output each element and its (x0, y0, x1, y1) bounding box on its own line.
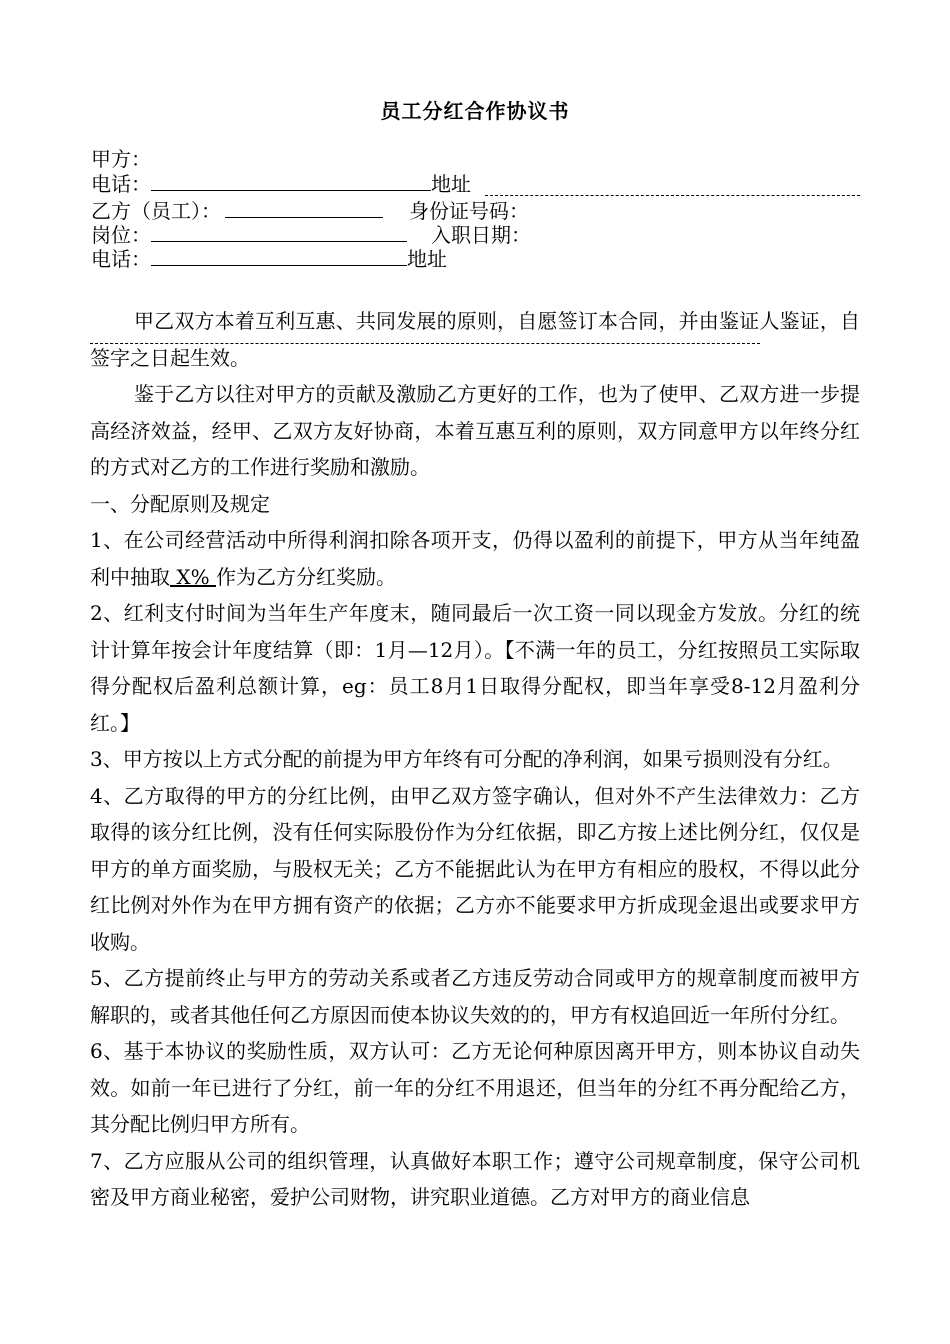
address-label-2: 地址 (407, 247, 447, 271)
id-number-label: 身份证号码： (409, 199, 529, 223)
clause-1-tail: 作为乙方分红奖励。 (215, 564, 396, 589)
dividend-rate: X% (170, 564, 216, 589)
clause-5: 5、乙方提前终止与甲方的劳动关系或者乙方违反劳动合同或甲方的规章制度而被甲方解职的，或者其他任何乙方原因而使本协议失效的的，甲方有权追回近一年所付分红。 (90, 966, 860, 1027)
position-line (91, 223, 531, 247)
clause-1 (90, 522, 860, 595)
clause-4: 4、乙方取得的甲方的分红比例，由甲乙双方签字确认，但对外不产生法律效力：乙方取得的该分红比例，没有任何实际股份作为分红依据，即乙方按上述比例分红，仅仅是甲方的单方面奖励，与股权无关；乙方不能据此认为在甲方有相应的股权，不得以此分红比例对外作为在甲方拥有资产的依据；乙方亦不能要求甲方折成现金退出或要求甲方收购。 (90, 783, 860, 954)
hire-date-label: 入职日期： (431, 223, 531, 247)
clause-7: 7、乙方应服从公司的组织管理，认真做好本职工作；遵守公司规章制度，保守公司机密及甲方商业秘密，爱护公司财物，讲究职业道德。乙方对甲方的商业信息 (90, 1148, 860, 1209)
address-label-1: 地址 (431, 172, 471, 196)
clause-3: 3、甲方按以上方式分配的前提为甲方年终有可分配的净利润，如果亏损则没有分红。 (90, 747, 843, 771)
clause-6: 6、基于本协议的奖励性质，双方认可：乙方无论何种原因离开甲方，则本协议自动失效。如前一年已进行了分红，前一年的分红不用退还，但当年的分红不再分配给乙方，其分配比例归甲方所有。 (90, 1039, 860, 1136)
phone-line-1 (91, 172, 471, 196)
clause-1-text: 1、在公司经营活动中所得利润扣除各项开支，仍得以盈利的前提下，甲方从当年纯盈利中抽取 (90, 528, 860, 589)
position-label: 岗位： (91, 223, 151, 247)
position-field[interactable] (151, 223, 407, 242)
phone-label-2: 电话： (91, 247, 151, 271)
clause-2: 2、红利支付时间为当年生产年度末，随同最后一次工资一同以现金方发放。分红的统计计算年按会计年度结算（即：1月—12月）。【不满一年的员工，分红按照员工实际取得分配权后盈利总额计算，eg：员工8月1日取得分配权，即当年享受8-12月盈利分红。】 (90, 601, 860, 735)
party-b-field[interactable] (225, 199, 383, 218)
party-b-label: 乙方（员工）： (91, 199, 221, 223)
party-a-label: 甲方： (91, 147, 151, 171)
section-heading: 一、分配原则及规定 (90, 491, 270, 516)
document-title: 员工分红合作协议书 (380, 99, 570, 123)
phone-label-1: 电话： (91, 172, 151, 196)
party-b-line (91, 199, 529, 223)
party-a-line (91, 147, 151, 171)
address-field-1[interactable] (485, 195, 860, 196)
agreement-body (90, 303, 860, 1216)
phone-field-2[interactable] (151, 247, 407, 266)
intro-paragraph: 甲乙双方本着互利互惠、共同发展的原则，自愿签订本合同，并由鉴证人鉴证，自签字之日起生效。 (90, 309, 860, 370)
phone-line-2 (91, 247, 447, 271)
phone-field-1[interactable] (151, 172, 431, 191)
background-paragraph: 鉴于乙方以往对甲方的贡献及激励乙方更好的工作，也为了使甲、乙双方进一步提高经济效益，经甲、乙双方友好协商，本着互惠互利的原则，双方同意甲方以年终分红的方式对乙方的工作进行奖励和激励。 (90, 382, 860, 479)
